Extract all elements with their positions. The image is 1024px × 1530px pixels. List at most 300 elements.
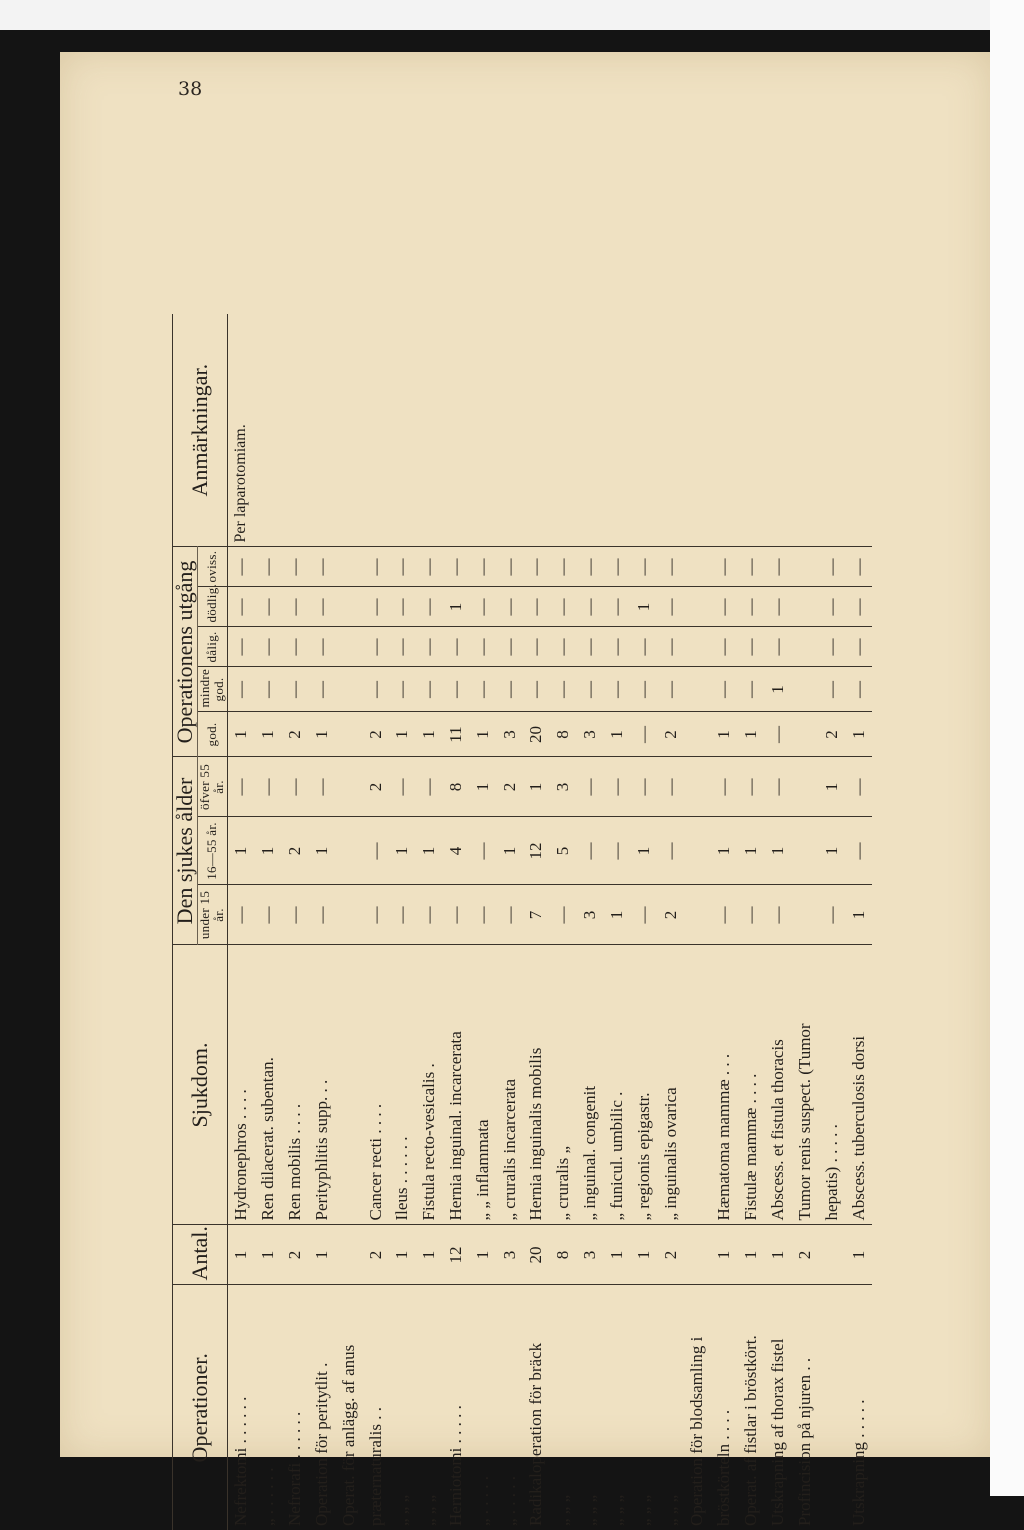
age-over55-cell: — <box>308 757 335 817</box>
count-cell: 1 <box>630 1225 657 1285</box>
age-under15-cell: — <box>818 885 845 945</box>
outcome-oviss-cell: — <box>577 547 604 587</box>
age-16-55-cell: 1 <box>818 817 845 885</box>
outcome-god-cell: 2 <box>657 712 684 757</box>
age-under15-cell <box>684 885 711 945</box>
outcome-dalig-cell <box>791 627 818 667</box>
age-over55-cell: — <box>227 757 255 817</box>
outcome-oviss-cell <box>684 547 711 587</box>
age-under15-cell: — <box>630 885 657 945</box>
remarks-cell <box>630 314 657 547</box>
table-row <box>657 314 684 1530</box>
age-under15-cell: — <box>711 885 738 945</box>
table-row <box>227 314 255 1530</box>
outcome-oviss-cell: — <box>523 547 550 587</box>
header-age-over55: öfver 55 år. <box>198 757 228 817</box>
age-16-55-cell: 4 <box>443 817 470 885</box>
outcome-dodlig-cell: — <box>282 587 309 627</box>
table-row <box>684 314 711 1530</box>
age-over55-cell: — <box>282 757 309 817</box>
outcome-mindre-god-cell: — <box>416 667 443 712</box>
remarks-cell <box>577 314 604 547</box>
header-disease: Sjukdom. <box>173 945 228 1225</box>
disease-cell: Ren mobilis . . . . <box>282 945 309 1225</box>
age-under15-cell: — <box>282 885 309 945</box>
remarks-cell <box>711 314 738 547</box>
header-outcome-group: Operationens utgång <box>173 547 198 757</box>
header-count: Antal. <box>173 1225 228 1285</box>
outcome-dodlig-cell: — <box>765 587 792 627</box>
disease-cell: Fistulæ mammæ . . . . <box>738 945 765 1225</box>
count-cell <box>335 1225 362 1285</box>
outcome-dalig-cell: — <box>845 627 872 667</box>
operation-cell: Utskrapning . . . . . <box>848 1399 868 1526</box>
age-16-55-cell: 1 <box>496 817 523 885</box>
age-over55-cell <box>684 757 711 817</box>
table-row <box>604 314 631 1530</box>
outcome-god-cell: 1 <box>604 712 631 757</box>
outcome-mindre-god-cell: — <box>630 667 657 712</box>
outcome-oviss-cell: — <box>711 547 738 587</box>
table-row <box>550 314 577 1530</box>
age-under15-cell: — <box>389 885 416 945</box>
disease-cell: hepatis) . . . . . <box>818 945 845 1225</box>
outcome-mindre-god-cell: — <box>818 667 845 712</box>
operation-cell: „ „ „ <box>553 1494 573 1526</box>
operation-cell: „ „ „ <box>419 1494 439 1526</box>
outcome-oviss-cell <box>335 547 362 587</box>
header-outcome-dalig: dålig. <box>198 627 228 667</box>
age-under15-cell <box>791 885 818 945</box>
age-over55-cell: 1 <box>523 757 550 817</box>
operation-cell: „ „ „ <box>660 1494 680 1526</box>
age-under15-cell: — <box>469 885 496 945</box>
outcome-dodlig-cell: — <box>550 587 577 627</box>
outcome-dalig-cell: — <box>416 627 443 667</box>
operation-cell: Utskrapning af thorax fistel <box>767 1338 787 1526</box>
age-over55-cell: 1 <box>818 757 845 817</box>
operation-cell: „ . . . . . <box>499 1475 519 1526</box>
page-number: 38 <box>178 78 203 100</box>
age-16-55-cell: 1 <box>765 817 792 885</box>
table-row <box>362 314 389 1530</box>
outcome-mindre-god-cell <box>684 667 711 712</box>
outcome-god-cell: 1 <box>845 712 872 757</box>
age-over55-cell: 2 <box>362 757 389 817</box>
outcome-mindre-god-cell: — <box>657 667 684 712</box>
count-cell: 1 <box>765 1225 792 1285</box>
disease-cell: Perityphlitis supp. . . <box>308 945 335 1225</box>
count-cell: 3 <box>496 1225 523 1285</box>
age-over55-cell: — <box>416 757 443 817</box>
outcome-oviss-cell: — <box>362 547 389 587</box>
outcome-mindre-god-cell <box>335 667 362 712</box>
table-row <box>738 314 765 1530</box>
disease-cell: Hernia inguinalis mobilis <box>523 945 550 1225</box>
operation-cell: Operation för peritytlit . <box>311 1362 331 1526</box>
remarks-cell: Per laparotomiam. <box>227 314 255 547</box>
outcome-dodlig-cell: 1 <box>443 587 470 627</box>
outcome-mindre-god-cell: — <box>550 667 577 712</box>
scan-border-right <box>990 0 1024 1496</box>
age-16-55-cell <box>791 817 818 885</box>
outcome-god-cell: 2 <box>282 712 309 757</box>
age-16-55-cell: 2 <box>282 817 309 885</box>
outcome-dalig-cell: — <box>469 627 496 667</box>
age-over55-cell: — <box>765 757 792 817</box>
age-under15-cell: — <box>255 885 282 945</box>
count-cell: 20 <box>523 1225 550 1285</box>
outcome-dodlig-cell: — <box>604 587 631 627</box>
remarks-cell <box>255 314 282 547</box>
age-16-55-cell: 1 <box>227 817 255 885</box>
scan-border-top <box>0 0 1024 30</box>
header-outcome-mindre-god: mindre god. <box>198 667 228 712</box>
count-cell: 2 <box>362 1225 389 1285</box>
age-over55-cell: 1 <box>469 757 496 817</box>
disease-cell: „ inguinalis ovarica <box>657 945 684 1225</box>
table-row <box>577 314 604 1530</box>
header-age-group: Den sjukes ålder <box>173 757 198 945</box>
outcome-dalig-cell: — <box>496 627 523 667</box>
age-over55-cell: 8 <box>443 757 470 817</box>
operation-cell <box>818 1285 845 1530</box>
outcome-dodlig-cell: — <box>523 587 550 627</box>
outcome-mindre-god-cell: — <box>604 667 631 712</box>
outcome-god-cell: 1 <box>389 712 416 757</box>
outcome-mindre-god-cell: — <box>711 667 738 712</box>
age-under15-cell: — <box>362 885 389 945</box>
outcome-god-cell <box>684 712 711 757</box>
outcome-dalig-cell: — <box>711 627 738 667</box>
outcome-dalig-cell: — <box>657 627 684 667</box>
age-16-55-cell: 1 <box>711 817 738 885</box>
header-age-16-55: 16—55 år. <box>198 817 228 885</box>
age-under15-cell: 1 <box>845 885 872 945</box>
age-16-55-cell <box>335 817 362 885</box>
count-cell: 3 <box>577 1225 604 1285</box>
operation-cell: Operat. för anlägg. af anus <box>338 1344 358 1526</box>
outcome-oviss-cell: — <box>630 547 657 587</box>
age-16-55-cell: — <box>845 817 872 885</box>
rotated-table-container <box>172 314 872 1530</box>
remarks-cell <box>604 314 631 547</box>
outcome-oviss-cell: — <box>738 547 765 587</box>
age-over55-cell: — <box>711 757 738 817</box>
outcome-dodlig-cell: — <box>227 587 255 627</box>
operation-cell: Herniotomi . . . . . <box>445 1405 465 1526</box>
age-under15-cell: 2 <box>657 885 684 945</box>
count-cell: 1 <box>469 1225 496 1285</box>
table-row <box>818 314 845 1530</box>
outcome-dalig-cell: — <box>389 627 416 667</box>
age-16-55-cell: 1 <box>308 817 335 885</box>
outcome-oviss-cell: — <box>845 547 872 587</box>
disease-cell: „ cruralis „ <box>550 945 577 1225</box>
outcome-god-cell: — <box>765 712 792 757</box>
outcome-mindre-god-cell: — <box>469 667 496 712</box>
outcome-dodlig-cell: 1 <box>630 587 657 627</box>
outcome-dodlig-cell: — <box>496 587 523 627</box>
table-row <box>711 314 738 1530</box>
age-16-55-cell: 1 <box>738 817 765 885</box>
table-row <box>416 314 443 1530</box>
outcome-dodlig-cell: — <box>818 587 845 627</box>
table-row <box>443 314 470 1530</box>
age-16-55-cell: 1 <box>255 817 282 885</box>
count-cell: 1 <box>255 1225 282 1285</box>
age-over55-cell <box>335 757 362 817</box>
outcome-dodlig-cell <box>335 587 362 627</box>
outcome-oviss-cell: — <box>550 547 577 587</box>
outcome-oviss-cell: — <box>255 547 282 587</box>
age-16-55-cell: 1 <box>630 817 657 885</box>
outcome-mindre-god-cell: — <box>362 667 389 712</box>
outcome-god-cell: 1 <box>711 712 738 757</box>
outcome-dalig-cell: — <box>308 627 335 667</box>
age-over55-cell: — <box>577 757 604 817</box>
operation-cell: Operation för blodsamling i <box>687 1336 707 1526</box>
table-row <box>389 314 416 1530</box>
remarks-cell <box>496 314 523 547</box>
outcome-dalig-cell: — <box>577 627 604 667</box>
count-cell: 1 <box>308 1225 335 1285</box>
operations-table <box>172 314 872 1530</box>
outcome-dalig-cell: — <box>738 627 765 667</box>
age-16-55-cell: — <box>657 817 684 885</box>
operation-cell: „ „ „ <box>606 1494 626 1526</box>
outcome-dalig-cell <box>335 627 362 667</box>
remarks-cell <box>845 314 872 547</box>
outcome-god-cell: 8 <box>550 712 577 757</box>
count-cell: 1 <box>711 1225 738 1285</box>
table-body <box>227 314 872 1530</box>
count-cell: 1 <box>416 1225 443 1285</box>
table-row <box>630 314 657 1530</box>
age-over55-cell: 2 <box>496 757 523 817</box>
operation-cell: præternaturalis . . <box>365 1407 385 1526</box>
age-under15-cell: 7 <box>523 885 550 945</box>
outcome-god-cell: 1 <box>308 712 335 757</box>
operation-cell: Nefrorafi . . . . . . <box>285 1411 305 1526</box>
outcome-god-cell: 1 <box>255 712 282 757</box>
age-over55-cell: — <box>630 757 657 817</box>
header-age-under15: under 15 år. <box>198 885 228 945</box>
operation-cell: Operat. af fistlar i bröstkört. <box>741 1335 761 1526</box>
count-cell: 1 <box>738 1225 765 1285</box>
outcome-dalig-cell: — <box>523 627 550 667</box>
outcome-mindre-god-cell <box>791 667 818 712</box>
count-cell: 1 <box>604 1225 631 1285</box>
outcome-mindre-god-cell: — <box>845 667 872 712</box>
age-under15-cell: 3 <box>577 885 604 945</box>
remarks-cell <box>684 314 711 547</box>
header-remarks: Anmärkningar. <box>173 314 228 547</box>
outcome-dodlig-cell: — <box>845 587 872 627</box>
outcome-dalig-cell <box>684 627 711 667</box>
outcome-god-cell: 11 <box>443 712 470 757</box>
table-row <box>308 314 335 1530</box>
outcome-mindre-god-cell: — <box>227 667 255 712</box>
outcome-dalig-cell: — <box>255 627 282 667</box>
operation-cell: bröstkörteln . . . . <box>714 1409 734 1526</box>
table-row <box>765 314 792 1530</box>
outcome-oviss-cell <box>791 547 818 587</box>
outcome-oviss-cell: — <box>227 547 255 587</box>
outcome-dalig-cell: — <box>362 627 389 667</box>
outcome-god-cell: 1 <box>227 712 255 757</box>
age-16-55-cell: 1 <box>389 817 416 885</box>
age-16-55-cell: 5 <box>550 817 577 885</box>
outcome-god-cell: 2 <box>362 712 389 757</box>
outcome-god-cell: 2 <box>818 712 845 757</box>
remarks-cell <box>335 314 362 547</box>
outcome-dodlig-cell: — <box>416 587 443 627</box>
outcome-god-cell <box>791 712 818 757</box>
remarks-cell <box>818 314 845 547</box>
outcome-dodlig-cell <box>684 587 711 627</box>
outcome-oviss-cell: — <box>416 547 443 587</box>
disease-cell: Hernia inguinal. incarcerata <box>443 945 470 1225</box>
count-cell: 1 <box>389 1225 416 1285</box>
outcome-dodlig-cell: — <box>577 587 604 627</box>
remarks-cell <box>443 314 470 547</box>
operation-cell: „ „ „ <box>633 1494 653 1526</box>
outcome-mindre-god-cell: — <box>308 667 335 712</box>
count-cell <box>684 1225 711 1285</box>
outcome-dodlig-cell: — <box>389 587 416 627</box>
disease-cell: „ regionis epigastr. <box>630 945 657 1225</box>
outcome-dodlig-cell: — <box>711 587 738 627</box>
remarks-cell <box>308 314 335 547</box>
outcome-god-cell: 1 <box>469 712 496 757</box>
operation-cell: „ „ „ <box>392 1494 412 1526</box>
age-16-55-cell <box>684 817 711 885</box>
table-row <box>469 314 496 1530</box>
outcome-mindre-god-cell: — <box>255 667 282 712</box>
operation-cell: „ . . . . . <box>472 1475 492 1526</box>
outcome-mindre-god-cell: — <box>577 667 604 712</box>
count-cell: 12 <box>443 1225 470 1285</box>
disease-cell: „ funicul. umbilic . <box>604 945 631 1225</box>
table-row <box>282 314 309 1530</box>
age-16-55-cell: — <box>604 817 631 885</box>
table-row <box>523 314 550 1530</box>
outcome-oviss-cell: — <box>765 547 792 587</box>
operation-cell: Radikaloperation för bräck <box>526 1342 546 1526</box>
disease-cell: Ileus . . . . . . <box>389 945 416 1225</box>
outcome-mindre-god-cell: — <box>443 667 470 712</box>
outcome-oviss-cell: — <box>496 547 523 587</box>
age-under15-cell: — <box>765 885 792 945</box>
operation-cell: „ . . . . . . <box>258 1467 278 1526</box>
age-over55-cell <box>791 757 818 817</box>
outcome-oviss-cell: — <box>469 547 496 587</box>
disease-cell <box>684 945 711 1225</box>
disease-cell: Ren dilacerat. subentan. <box>255 945 282 1225</box>
disease-cell: Cancer recti . . . . <box>362 945 389 1225</box>
remarks-cell <box>523 314 550 547</box>
outcome-dodlig-cell: — <box>657 587 684 627</box>
outcome-dalig-cell: — <box>604 627 631 667</box>
remarks-cell <box>282 314 309 547</box>
age-over55-cell: — <box>604 757 631 817</box>
outcome-dalig-cell: — <box>630 627 657 667</box>
outcome-mindre-god-cell: — <box>496 667 523 712</box>
age-under15-cell: — <box>227 885 255 945</box>
outcome-dodlig-cell: — <box>308 587 335 627</box>
outcome-dodlig-cell: — <box>362 587 389 627</box>
age-over55-cell: — <box>389 757 416 817</box>
age-over55-cell: — <box>255 757 282 817</box>
disease-cell: Fistula recto-vesicalis . <box>416 945 443 1225</box>
outcome-mindre-god-cell: — <box>389 667 416 712</box>
remarks-cell <box>389 314 416 547</box>
outcome-oviss-cell: — <box>389 547 416 587</box>
header-outcome-oviss: oviss. <box>198 547 228 587</box>
table-row <box>335 314 362 1530</box>
outcome-oviss-cell: — <box>657 547 684 587</box>
count-cell: 2 <box>791 1225 818 1285</box>
outcome-dalig-cell: — <box>282 627 309 667</box>
remarks-cell <box>657 314 684 547</box>
age-under15-cell: — <box>308 885 335 945</box>
outcome-mindre-god-cell: — <box>523 667 550 712</box>
outcome-dodlig-cell: — <box>738 587 765 627</box>
outcome-god-cell: 3 <box>496 712 523 757</box>
age-under15-cell <box>335 885 362 945</box>
count-cell: 2 <box>282 1225 309 1285</box>
disease-cell: Abscess. tuberculosis dorsi <box>845 945 872 1225</box>
outcome-god-cell <box>335 712 362 757</box>
outcome-oviss-cell: — <box>604 547 631 587</box>
header-outcome-dodlig: dödlig. <box>198 587 228 627</box>
outcome-mindre-god-cell: — <box>738 667 765 712</box>
outcome-oviss-cell: — <box>818 547 845 587</box>
table-row <box>255 314 282 1530</box>
count-cell: 1 <box>227 1225 255 1285</box>
outcome-oviss-cell: — <box>282 547 309 587</box>
disease-cell: „ inguinal. congenit <box>577 945 604 1225</box>
outcome-dodlig-cell: — <box>255 587 282 627</box>
age-over55-cell: — <box>738 757 765 817</box>
outcome-dalig-cell: — <box>818 627 845 667</box>
outcome-god-cell: 20 <box>523 712 550 757</box>
age-under15-cell: — <box>550 885 577 945</box>
remarks-cell <box>765 314 792 547</box>
age-16-55-cell: — <box>362 817 389 885</box>
outcome-god-cell: 1 <box>416 712 443 757</box>
count-cell: 8 <box>550 1225 577 1285</box>
count-cell: 1 <box>845 1225 872 1285</box>
outcome-oviss-cell: — <box>308 547 335 587</box>
age-under15-cell: — <box>738 885 765 945</box>
operation-cell: Nefrektomi . . . . . . <box>231 1396 251 1526</box>
outcome-mindre-god-cell: 1 <box>765 667 792 712</box>
age-over55-cell: — <box>845 757 872 817</box>
disease-cell: Hydronephros . . . . <box>227 945 255 1225</box>
outcome-dodlig-cell: — <box>469 587 496 627</box>
operation-cell: „ „ „ <box>580 1494 600 1526</box>
remarks-cell <box>550 314 577 547</box>
age-under15-cell: — <box>416 885 443 945</box>
outcome-god-cell: 1 <box>738 712 765 757</box>
outcome-oviss-cell: — <box>443 547 470 587</box>
age-under15-cell: — <box>443 885 470 945</box>
age-under15-cell: 1 <box>604 885 631 945</box>
disease-cell: „ „ inflammata <box>469 945 496 1225</box>
disease-cell: Tumor renis suspect. (Tumor <box>791 945 818 1225</box>
